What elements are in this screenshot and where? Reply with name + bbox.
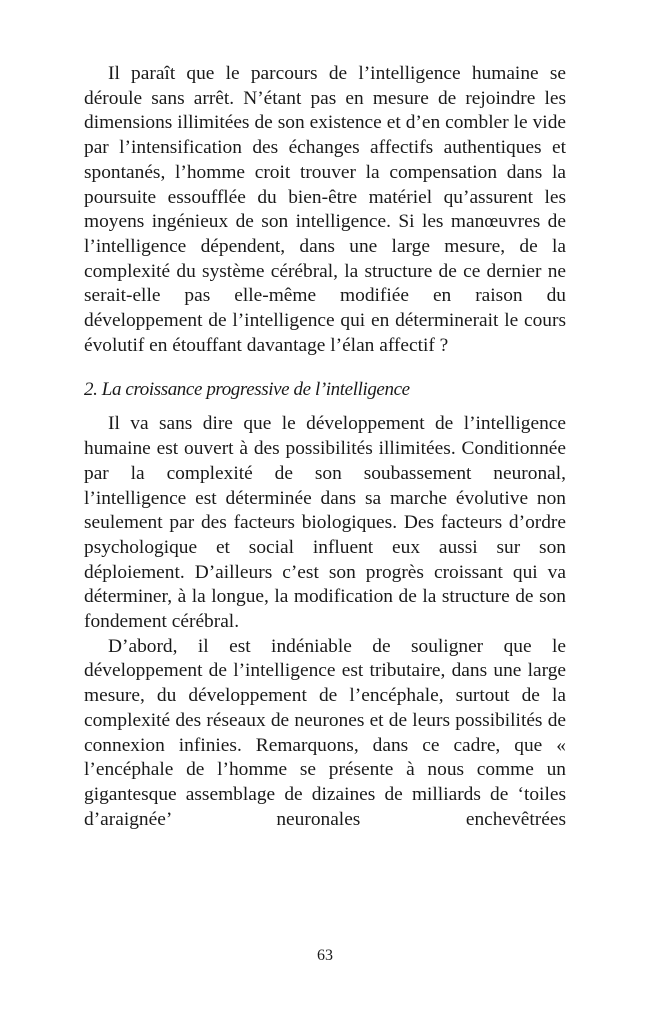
page-number: 63 [317,947,333,964]
body-paragraph-2: Il va sans dire que le développement de l’intelligence humaine est ouvert à des possibilités illimitées. Conditionnée par la complexité de son soubassement neuronal, l’intelligence est déterminée dans sa marche évolutive non seulement par des facteurs biologiques. Des facteurs d’ordre psychologique et social influent eux aussi sur son déploiement. D’ailleurs c’est son progrès croissant qui va déterminer, à la longue, la modification de la structure de son fondement cérébral. [84,413,566,633]
page-body [84,62,566,832]
body-paragraph-1: Il paraît que le parcours de l’intelligence humaine se déroule sans arrêt. N’étant pas en mesure de rejoindre les dimensions illimitées de son existence et d’en combler le vide par l’intensification des échanges affectifs authentiques et spontanés, l’homme croit trouver la compensation dans la poursuite essoufflée du bien-être matériel qu’assurent les moyens ingénieux de son intelligence. Si les manœuvres de l’intelligence dépendent, dans une large mesure, de la complexité du système cérébral, la structure de ce dernier ne serait-elle pas elle-même modifiée en raison du développement de l’intelligence qui en déterminerait le cours évolutif en étouffant davantage l’élan affectif ? [84,63,566,356]
body-paragraph-3: D’abord, il est indéniable de souligner que le développement de l’intelligence est tributaire, dans une large mesure, du développement de l’encéphale, surtout de la complexité des réseaux de neurones et de leurs possibilités de connexion infinies. Remarquons, dans ce cadre, que « l’encéphale de l’homme se présente à nous comme un gigantesque assemblage de dizaines de milliards de ‘toiles d’araignée’ neuronales enchevêtrées [84,635,566,830]
section-heading: 2. La croissance progressive de l’intelligence [84,379,410,401]
